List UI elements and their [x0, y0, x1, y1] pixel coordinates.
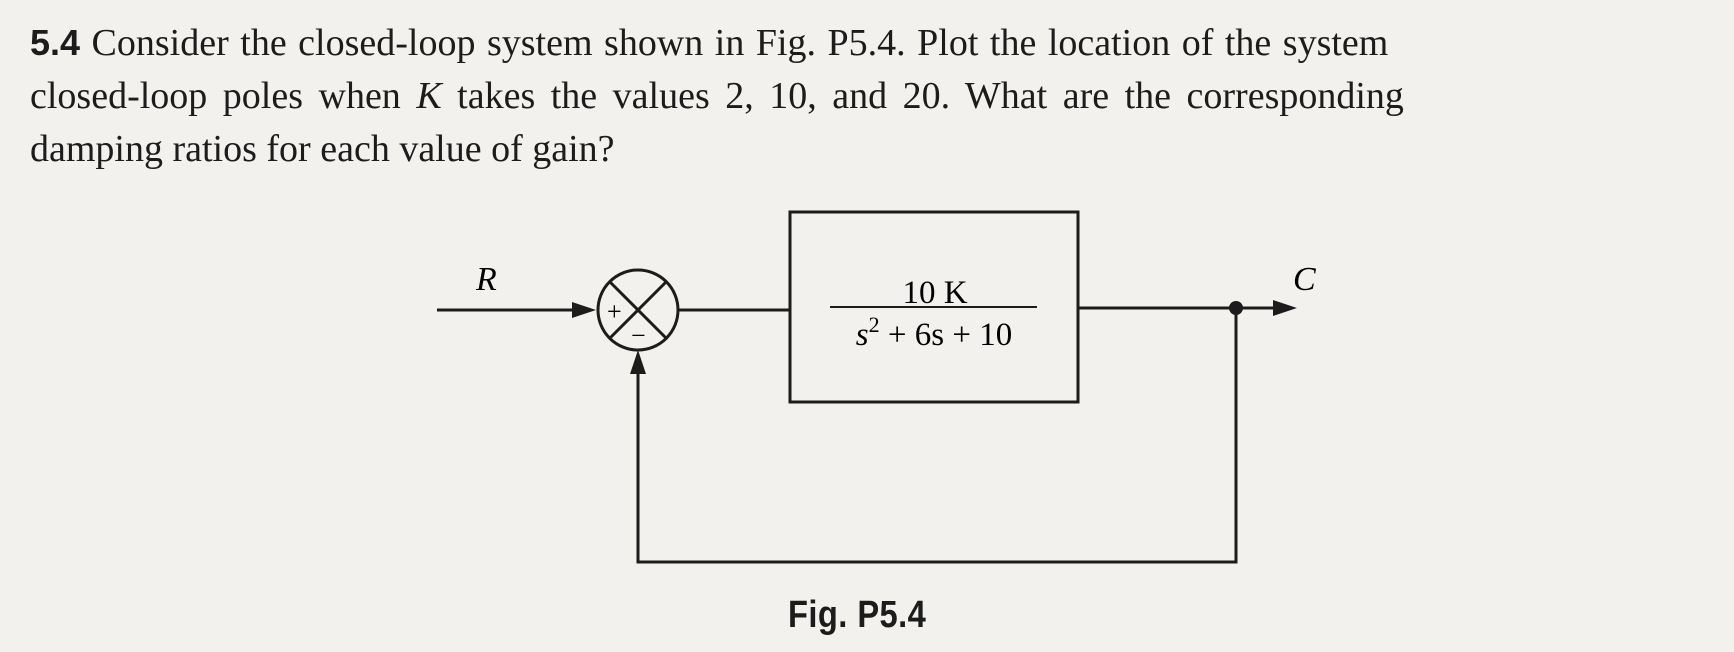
summing-junction: [598, 270, 678, 350]
gain-variable: K: [416, 75, 442, 117]
minus-sign: −: [631, 321, 646, 350]
figure-caption: Fig. P5.4: [788, 594, 927, 636]
input-label: R: [476, 261, 497, 298]
problem-text-3: damping ratios for each value of gain?: [30, 128, 615, 170]
tf-numerator: 10 K: [902, 275, 968, 311]
problem-text-2b: takes the values 2, 10, and 20. What are the corresponding: [441, 75, 1404, 117]
tf-denominator: $s^2 + 6s + 10$: [855, 312, 1013, 353]
output-arrow: [1273, 300, 1297, 316]
problem-number: 5.4: [30, 22, 81, 63]
plus-sign: +: [607, 297, 622, 326]
input-arrow: [572, 302, 596, 318]
problem-text-2a: closed-loop poles when: [30, 75, 417, 117]
feedback-arrow: [630, 350, 646, 374]
problem-text-1: Consider the closed-loop system shown in Fig. P5.4. Plot the location of the system: [91, 22, 1389, 64]
output-label: C: [1293, 261, 1316, 298]
